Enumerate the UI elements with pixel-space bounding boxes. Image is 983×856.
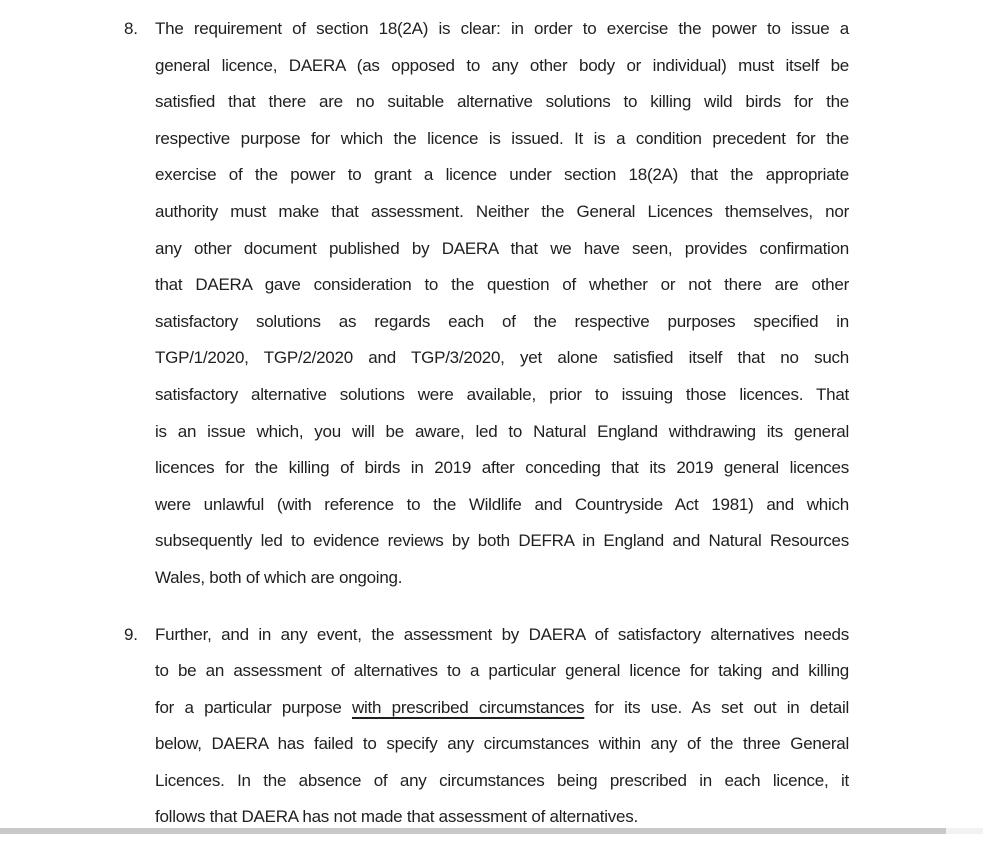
text-line: exercise of the power to grant a licence under section 18(2A) that the appropriate — [155, 165, 849, 185]
paragraph-9 — [0, 617, 983, 837]
horizontal-scrollbar[interactable] — [0, 828, 983, 834]
paragraph-text — [155, 617, 849, 837]
text-line: Wales, both of which are ongoing. — [155, 567, 403, 587]
text-line: to be an assessment of alternatives to a particular general licence for taking and killing — [155, 661, 849, 681]
text-line: general licence, DAERA (as opposed to any other body or individual) must itself be — [155, 55, 849, 75]
text-segment: for a particular purpose — [155, 697, 352, 717]
text-line: authority must make that assessment. Neither the General Licences themselves, nor — [155, 201, 849, 221]
text-line: any other document published by DAERA that we have seen, provides confirmation — [155, 238, 849, 258]
text-line: licences for the killing of birds in 2019 after conceding that its 2019 general licences — [155, 458, 849, 478]
text-line: satisfactory alternative solutions were available, prior to issuing those licences. That — [155, 384, 849, 404]
text-line: were unlawful (with reference to the Wildlife and Countryside Act 1981) and which — [155, 494, 849, 514]
text-line: follows that DAERA has not made that assessment of alternatives. — [155, 807, 638, 827]
paragraph-number: 9. — [124, 624, 138, 644]
horizontal-scrollbar-thumb[interactable] — [0, 828, 946, 834]
paragraph-text — [155, 11, 849, 597]
text-segment: for its use. As set out in detail — [584, 697, 849, 717]
text-line: satisfactory solutions as regards each of the respective purposes specified in — [155, 311, 849, 331]
document-body — [0, 11, 983, 836]
text-line: Further, and in any event, the assessment by DAERA of satisfactory alternatives needs — [155, 624, 849, 644]
text-line: below, DAERA has failed to specify any circumstances within any of the three General — [155, 734, 849, 754]
text-line: The requirement of section 18(2A) is clear: in order to exercise the power to issue a — [155, 19, 849, 38]
text-line: TGP/1/2020, TGP/2/2020 and TGP/3/2020, yet alone satisfied itself that no such — [155, 348, 849, 368]
text-line: that DAERA gave consideration to the question of whether or not there are other — [155, 275, 849, 295]
paragraph-8 — [0, 11, 983, 597]
text-line: subsequently led to evidence reviews by both DEFRA in England and Natural Resources — [155, 531, 849, 551]
underlined-phrase: with prescribed circumstances — [351, 697, 585, 717]
document-page — [0, 11, 983, 856]
paragraph-number: 8. — [124, 19, 138, 38]
text-line: respective purpose for which the licence is issued. It is a condition precedent for the — [155, 128, 849, 148]
text-line: satisfied that there are no suitable alternative solutions to killing wild birds for the — [155, 92, 849, 112]
text-line: is an issue which, you will be aware, led to Natural England withdrawing its general — [155, 421, 849, 441]
text-line: Licences. In the absence of any circumstances being prescribed in each licence, it — [155, 770, 849, 790]
text-line — [155, 690, 849, 727]
